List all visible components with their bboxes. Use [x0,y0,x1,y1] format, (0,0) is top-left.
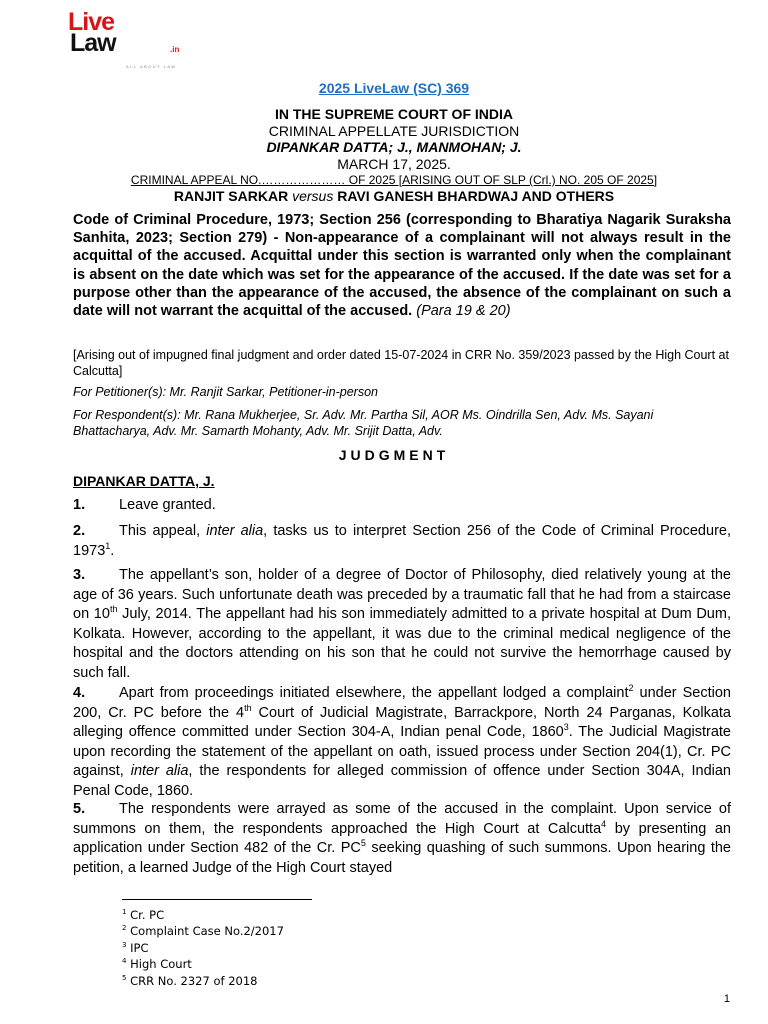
page-number: 1 [723,993,730,1005]
footnote-number: 1 [122,908,127,917]
footnote-divider [122,899,312,900]
footnote-text: IPC [130,940,149,955]
judgment-date: MARCH 17, 2025. [337,156,451,172]
footnote-ref[interactable]: 5 [360,838,366,849]
headnote [73,211,731,320]
footnote-item [122,940,284,956]
logo-tagline: ALL ABOUT LAW [126,64,177,69]
footnote-text: Cr. PC [130,908,165,922]
footnote-number: 5 [122,973,127,982]
paragraph-4 [73,684,731,801]
footnote-text: Complaint Case No.2/2017 [130,924,284,939]
versus-text: versus [292,188,334,204]
footnote-text: High Court [130,957,192,972]
footnote-item [122,907,284,923]
judge-name: DIPANKAR DATTA, J. [73,473,215,489]
paragraph-number: 3. [73,567,86,583]
headnote-text: Code of Criminal Procedure, 1973; Section 256 (corresponding to Bharatiya Nagarik Suraksha Sanhita, 2023; Section 279) - Non-appearance of a complainant will not always result in the acquittal of the accused. Acquittal under this section is warranted only when the complainant is absent on the date which was set for the appearance of the accused. If the date was set for a purpose other than the appearance of the accused, the absence of the complainant on such a date will not warrant the acquittal of the accused. [73,212,731,320]
logo-domain-text: .in [170,45,180,54]
footnote-number: 3 [122,940,127,949]
petitioner-counsel: For Petitioner(s): Mr. Ranjit Sarkar, Petitioner-in-person [73,385,378,399]
paragraph-text: . [110,542,115,559]
footnote-ref[interactable]: 3 [563,722,569,733]
paragraph-text: . The Judicial Magistrate upon recording the statement of the appellant on oath, issued process under Section 204(1), Cr. PC against, [73,724,731,779]
paragraph-number: 4. [73,685,86,701]
bench: DIPANKAR DATTA; J., MANMOHAN; J. [266,139,522,155]
footnote-item [122,923,284,939]
paragraph-number: 2. [73,523,86,539]
footnote-number: 4 [122,957,127,966]
ordinal-suffix: th [109,604,118,615]
paragraph-text: Court of Judicial Magistrate, Barrackpore, North 24 Parganas, Kolkata alleging offence committed under Section 304-A, Indian penal Code, 1860 [73,704,731,740]
jurisdiction: CRIMINAL APPELLATE JURISDICTION [268,123,520,139]
paragraph-text: , tasks us to interpret Section 256 of the Code of Criminal Procedure, 1973 [73,523,731,559]
footnote-item [122,973,284,989]
headnote-para-ref: (Para 19 & 20) [416,303,511,320]
paragraph-text: by presenting an application under Section 482 of the Cr. PC [73,820,731,856]
citation-link[interactable]: 2025 LiveLaw (SC) 369 [318,80,470,96]
arising-out-of: [Arising out of impugned final judgment and order dated 15-07-2024 in CRR No. 359/2023 passed by the High Court at Calcutta] [73,348,729,378]
respondent-name: RAVI GANESH BHARDWAJ AND OTHERS [337,188,615,204]
appeal-number: CRIMINAL APPEAL NO.………………… OF 2025 [ARISING OUT OF SLP (Crl.) NO. 205 OF 2025] [130,173,658,187]
paragraph-2 [73,522,731,561]
paragraph-text: The respondents were arrayed as some of the accused in the complaint. Upon service of summons on them, the respondents approached the High Court at Calcutta [73,801,731,837]
latin-term: inter alia [206,523,264,539]
paragraph-5 [73,800,731,878]
court-name: IN THE SUPREME COURT OF INDIA [274,106,513,122]
paragraph-number: 5. [73,801,86,817]
case-parties [60,188,728,204]
paragraph-3 [73,566,731,683]
footnotes [122,907,284,989]
paragraph-text: under Section 200, Cr. PC before the 4 [73,685,731,721]
logo-live-text: Live [68,8,115,36]
footnote-text: CRR No. 2327 of 2018 [130,973,258,988]
footnote-ref[interactable]: 1 [105,540,111,551]
latin-term: inter alia [130,763,189,779]
paragraph-1 [73,496,731,516]
logo-law-text: Law [70,29,116,57]
livelaw-logo [68,8,193,69]
paragraph-text: Leave granted. [119,497,216,513]
paragraph-text: July, 2014. The appellant had his son immediately admitted to a private hospital at Dum Dum, Kolkata. However, according to the appellant, it was due to the criminal medical negligence of the hospital and the doctors attending on his son that he could not survive the hemorrhage caused by such fall. [73,606,731,681]
paragraph-number: 1. [73,497,86,513]
ordinal-suffix: th [244,702,252,713]
footnote-number: 2 [122,924,127,933]
judgment-heading: JUDGMENT [338,447,450,463]
footnote-ref[interactable]: 4 [601,818,607,829]
footnote-ref[interactable]: 2 [628,683,634,694]
paragraph-text: , the respondents for alleged commission of offence under Section 304A, Indian Penal Code, 1860. [73,763,731,799]
footnote-item [122,956,284,972]
paragraph-text: Apart from proceedings initiated elsewhere, the appellant lodged a complaint [119,685,629,701]
respondent-counsel: For Respondent(s): Mr. Rana Mukherjee, Sr. Adv. Mr. Partha Sil, AOR Ms. Oindrilla Sen, Adv. Ms. Sayani Bhattacharya, Adv. Mr. Samarth Mohanty, Adv. Mr. Srijit Datta, Adv. [73,408,654,438]
paragraph-text: seeking quashing of such summons. Upon hearing the petition, a learned Judge of the High Court stayed [73,840,731,876]
paragraph-text: The appellant’s son, holder of a degree of Doctor of Philosophy, died relatively young at the age of 36 years. Such unfortunate death was preceded by a traumatic fall that he had from a staircase on 10 [73,567,731,622]
paragraph-text: This appeal, [119,523,207,539]
appellant-name: RANJIT SARKAR [173,188,289,204]
